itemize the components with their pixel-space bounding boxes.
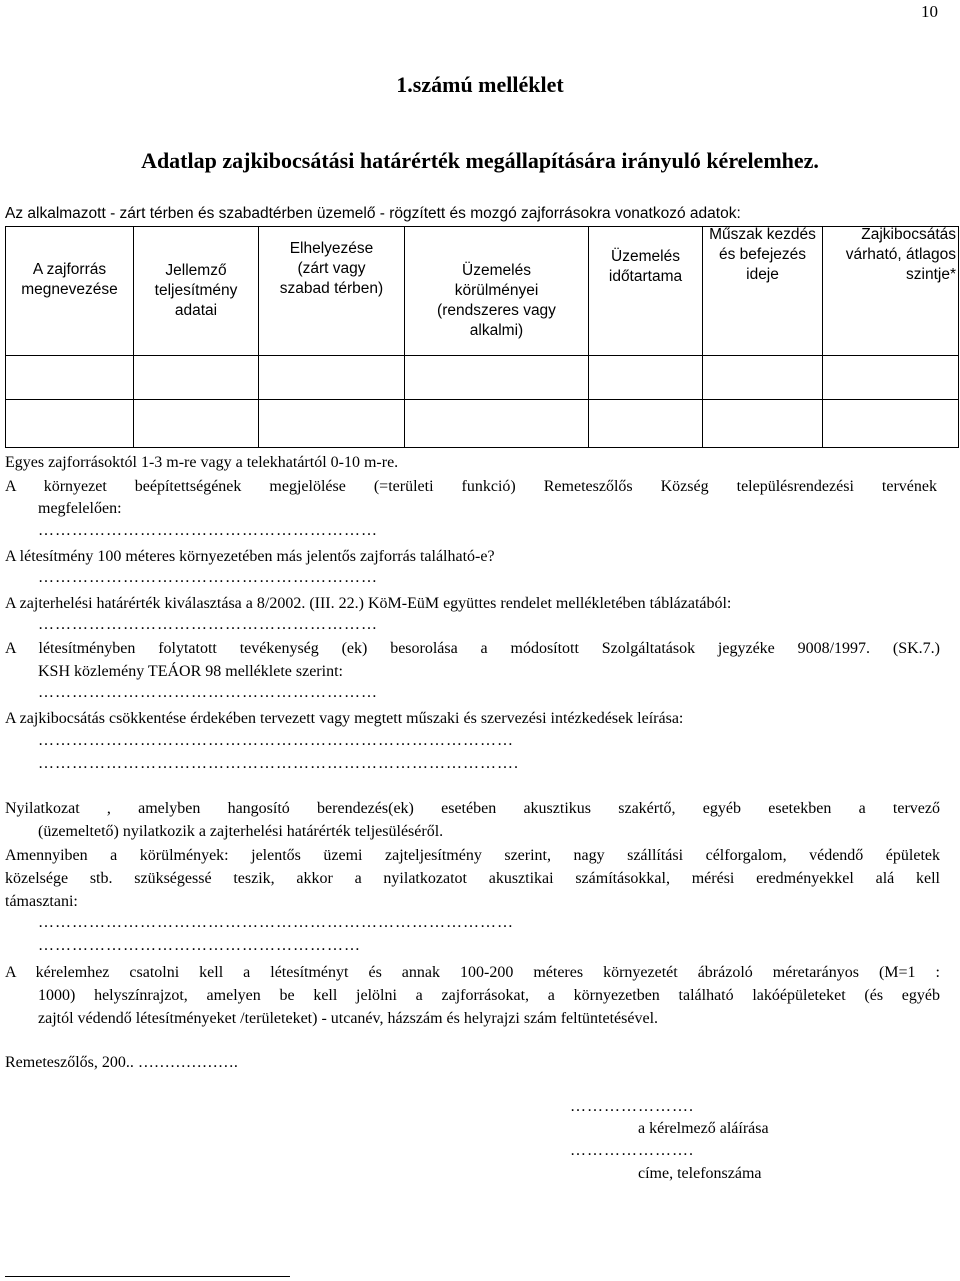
answer-dots[interactable]: ……………………………………………………: [38, 616, 378, 633]
header-location: Elhelyezése (zárt vagy szabad térben): [259, 227, 405, 356]
conditions-text-end: támasztani:: [5, 893, 78, 910]
header-performance: Jellemző teljesítmény adatai: [134, 227, 259, 356]
form-title: Adatlap zajkibocsátási határérték megállapítására irányuló kérelemhez.: [141, 148, 819, 173]
noise-source-table: [5, 226, 959, 448]
annex-title: 1.számú melléklet: [396, 72, 564, 97]
place-date[interactable]: Remeteszőlős, 200.. ……………….: [5, 1054, 238, 1071]
answer-dots[interactable]: ……………………………………………………: [38, 684, 378, 701]
attachment-text: A kérelemhez csatolni kell a létesítményt és annak 100-200 méteres környezetét ábrázoló méretarányos (M=1 :: [5, 964, 940, 981]
activity-class-text-cont: KSH közlemény TEÁOR 98 melléklete szerint:: [38, 663, 343, 680]
answer-dots[interactable]: …………………………………………………………………………: [38, 732, 514, 749]
header-shift: Műszak kezdés és befejezés ideje: [703, 227, 823, 356]
environment-text: A környezet beépítettségének megjelölése (=területi funkció) Remeteszőlős Község településrendezési tervének: [5, 478, 937, 495]
header-duration: Üzemelés időtartama: [589, 227, 703, 356]
signature-dots[interactable]: ………………….: [570, 1098, 694, 1115]
table-header-row: [6, 227, 959, 356]
distance-note: Egyes zajforrásoktól 1-3 m-re vagy a telekhatártól 0-10 m-re.: [5, 454, 399, 471]
header-conditions: Üzemelés körülményei (rendszeres vagy alkalmi): [405, 227, 589, 356]
footnote-divider: [5, 1276, 290, 1277]
signature-label: a kérelmező aláírása: [638, 1120, 769, 1137]
declaration-text: Nyilatkozat , amelyben hangosító berendezés(ek) esetében akusztikus szakértő, egyéb esetekben a tervező: [5, 800, 940, 817]
environment-text-cont: megfelelően:: [38, 500, 122, 517]
answer-dots[interactable]: ……………………………………………………: [38, 522, 378, 539]
answer-dots[interactable]: ……………………………………………………: [38, 569, 378, 586]
answer-dots[interactable]: ………………………………………………………………………….: [38, 755, 519, 772]
declaration-text-cont: (üzemeltető) nyilatkozik a zajterhelési határérték teljesüléséről.: [38, 823, 444, 840]
address-label: címe, telefonszáma: [638, 1165, 762, 1182]
header-emission: Zajkibocsátás várható, átlagos szintje*: [823, 227, 959, 356]
nearby-source-question: A létesítmény 100 méteres környezetében más jelentős zajforrás található-e?: [5, 548, 495, 565]
answer-dots[interactable]: …………………………………………………………………………: [38, 914, 514, 931]
answer-dots[interactable]: …………………………………………………: [38, 937, 361, 954]
conditions-text: Amennyiben a körülmények: jelentős üzemi zajteljesítmény szerint, nagy szállítási célforgalom, védendő épületek: [5, 847, 940, 864]
address-dots[interactable]: ………………….: [570, 1142, 694, 1159]
limit-selection-text: A zajterhelési határérték kiválasztása a 8/2002. (III. 22.) KöM-EüM együttes rendelet mellékletében táblázatából:: [5, 595, 732, 612]
intro-text: Az alkalmazott - zárt térben és szabadtérben üzemelő - rögzített és mozgó zajforrásokra vonatkozó adatok:: [5, 205, 741, 222]
attachment-text-cont: 1000) helyszínrajzot, amelyen be kell jelölni a zajforrásokat, a környezetben található lakóépületeket (és egyéb: [38, 987, 940, 1004]
page-number: 10: [921, 2, 938, 21]
table-row: [6, 400, 959, 448]
header-source-name: A zajforrás megnevezése: [6, 227, 134, 356]
conditions-text-cont: közelsége stb. szükségessé teszik, akkor a nyilatkozatot akusztikai számításokkal, mérési eredményekkel alá kell: [5, 870, 940, 887]
measures-text: A zajkibocsátás csökkentése érdekében tervezett vagy megtett műszaki és szervezési intézkedések leírása:: [5, 710, 684, 727]
activity-class-text: A létesítményben folytatott tevékenység (ek) besorolása a módosított Szolgáltatások jegyzéke 9008/1997. (SK.7.): [5, 640, 940, 657]
attachment-text-end: zajtól védendő létesítményeket /területeket) - utcanév, házszám és helyrajzi szám feltüntetésével.: [38, 1010, 659, 1027]
table-row: [6, 356, 959, 400]
